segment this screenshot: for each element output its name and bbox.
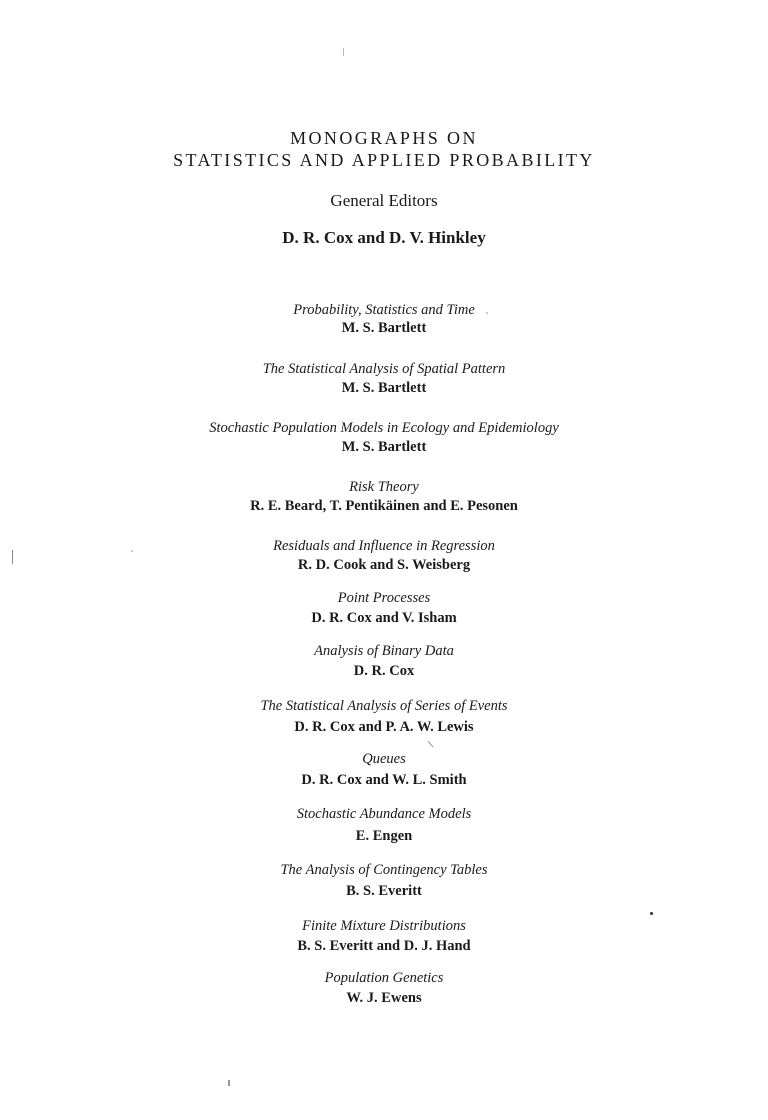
book-author: M. S. Bartlett — [341, 439, 427, 455]
book-title: The Statistical Analysis of Series of Events — [260, 698, 508, 714]
series-title-line-1: MONOGRAPHS ON — [290, 128, 478, 148]
book-title: Point Processes — [337, 590, 431, 606]
series-title-line-2: STATISTICS AND APPLIED PROBABILITY — [173, 150, 595, 170]
book-title: The Analysis of Contingency Tables — [280, 862, 488, 878]
book-title: Probability, Statistics and Time — [293, 302, 475, 318]
scan-speck — [486, 312, 488, 314]
book-author: M. S. Bartlett — [341, 320, 427, 336]
book-author: D. R. Cox and V. Isham — [311, 610, 457, 626]
book-title: Finite Mixture Distributions — [302, 918, 466, 934]
book-author: D. R. Cox and W. L. Smith — [301, 772, 467, 788]
book-title: The Statistical Analysis of Spatial Pattern — [262, 361, 506, 377]
general-editors-label: General Editors — [330, 191, 438, 210]
book-author: R. D. Cook and S. Weisberg — [297, 557, 471, 573]
book-title: Stochastic Abundance Models — [296, 806, 472, 822]
scan-speck — [131, 550, 133, 552]
scan-speck — [428, 741, 434, 748]
book-author: D. R. Cox and P. A. W. Lewis — [294, 719, 474, 735]
book-author: B. S. Everitt — [346, 883, 422, 899]
book-title: Residuals and Influence in Regression — [273, 538, 495, 554]
book-title: Analysis of Binary Data — [314, 643, 454, 659]
scan-mark — [12, 550, 13, 564]
book-title: Population Genetics — [324, 970, 444, 986]
scan-speck — [228, 1080, 230, 1086]
book-author: B. S. Everitt and D. J. Hand — [297, 938, 471, 954]
general-editors-names: D. R. Cox and D. V. Hinkley — [282, 228, 486, 247]
book-author: W. J. Ewens — [346, 990, 422, 1006]
book-author: E. Engen — [355, 828, 413, 844]
book-title: Queues — [362, 751, 406, 767]
book-author: D. R. Cox — [353, 663, 415, 679]
book-author: M. S. Bartlett — [341, 380, 427, 396]
book-title: Stochastic Population Models in Ecology and Epidemiology — [209, 420, 559, 436]
book-author: R. E. Beard, T. Pentikäinen and E. Pesonen — [250, 498, 518, 514]
scan-speck — [343, 48, 344, 56]
scan-speck — [650, 912, 653, 915]
book-title: Risk Theory — [349, 479, 419, 495]
